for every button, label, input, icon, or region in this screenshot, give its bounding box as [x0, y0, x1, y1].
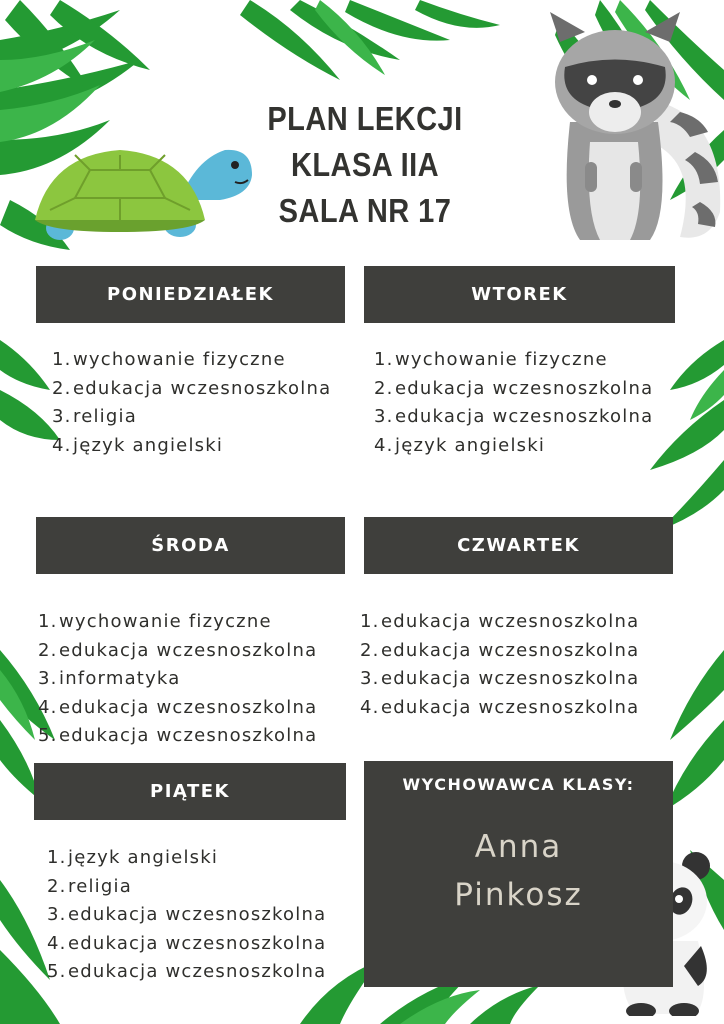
lesson-list-tuesday: [374, 346, 653, 460]
list-item: 4.edukacja wczesnoszkolna: [47, 932, 327, 954]
page-title: [220, 96, 510, 234]
list-item: 4.język angielski: [52, 434, 224, 456]
class-teacher-box: [364, 761, 673, 987]
list-item: 3.edukacja wczesnoszkolna: [374, 406, 654, 427]
class-teacher-heading: WYCHOWAWCA KLASY:: [402, 775, 635, 794]
list-item: 3.informatyka: [38, 668, 181, 689]
day-header-monday: PONIEDZIAŁEK: [36, 266, 345, 323]
list-item: 1.wychowanie fizyczne: [374, 349, 608, 370]
list-item: 1.wychowanie fizyczne: [38, 611, 272, 632]
list-item: 3.edukacja wczesnoszkolna: [47, 904, 327, 925]
day-header-thursday: CZWARTEK: [364, 517, 673, 574]
list-item: 2.edukacja wczesnoszkolna: [38, 639, 318, 661]
title-line-class: KLASA IIA: [290, 146, 440, 183]
list-item: 4.edukacja wczesnoszkolna: [38, 696, 318, 718]
list-item: 3.edukacja wczesnoszkolna: [360, 668, 640, 689]
day-header-tuesday: WTOREK: [364, 266, 675, 323]
list-item: 1.wychowanie fizyczne: [52, 349, 286, 370]
lesson-list-friday: [47, 844, 326, 987]
list-item: 1.język angielski: [47, 847, 219, 868]
list-item: 2.edukacja wczesnoszkolna: [374, 377, 654, 399]
raccoon-illustration: [530, 12, 724, 244]
class-teacher-name: [364, 823, 673, 919]
day-header-wednesday: ŚRODA: [36, 517, 345, 574]
teacher-first-name: Anna: [474, 829, 563, 865]
list-item: 5.edukacja wczesnoszkolna: [47, 961, 327, 982]
list-item: 4.edukacja wczesnoszkolna: [360, 696, 640, 718]
lesson-list-wednesday: [38, 608, 317, 751]
teacher-last-name: Pinkosz: [454, 877, 583, 913]
day-header-friday: PIĄTEK: [34, 763, 346, 820]
list-item: 2.edukacja wczesnoszkolna: [52, 377, 332, 399]
list-item: 4.język angielski: [374, 434, 546, 456]
title-line-plan: PLAN LEKCJI: [267, 100, 463, 137]
lesson-list-monday: [52, 346, 331, 460]
list-item: 2.religia: [47, 875, 132, 897]
list-item: 3.religia: [52, 406, 137, 427]
lesson-list-thursday: [360, 608, 639, 722]
title-line-room: SALA NR 17: [278, 192, 452, 229]
list-item: 5.edukacja wczesnoszkolna: [38, 725, 318, 746]
list-item: 2.edukacja wczesnoszkolna: [360, 639, 640, 661]
list-item: 1.edukacja wczesnoszkolna: [360, 611, 640, 632]
